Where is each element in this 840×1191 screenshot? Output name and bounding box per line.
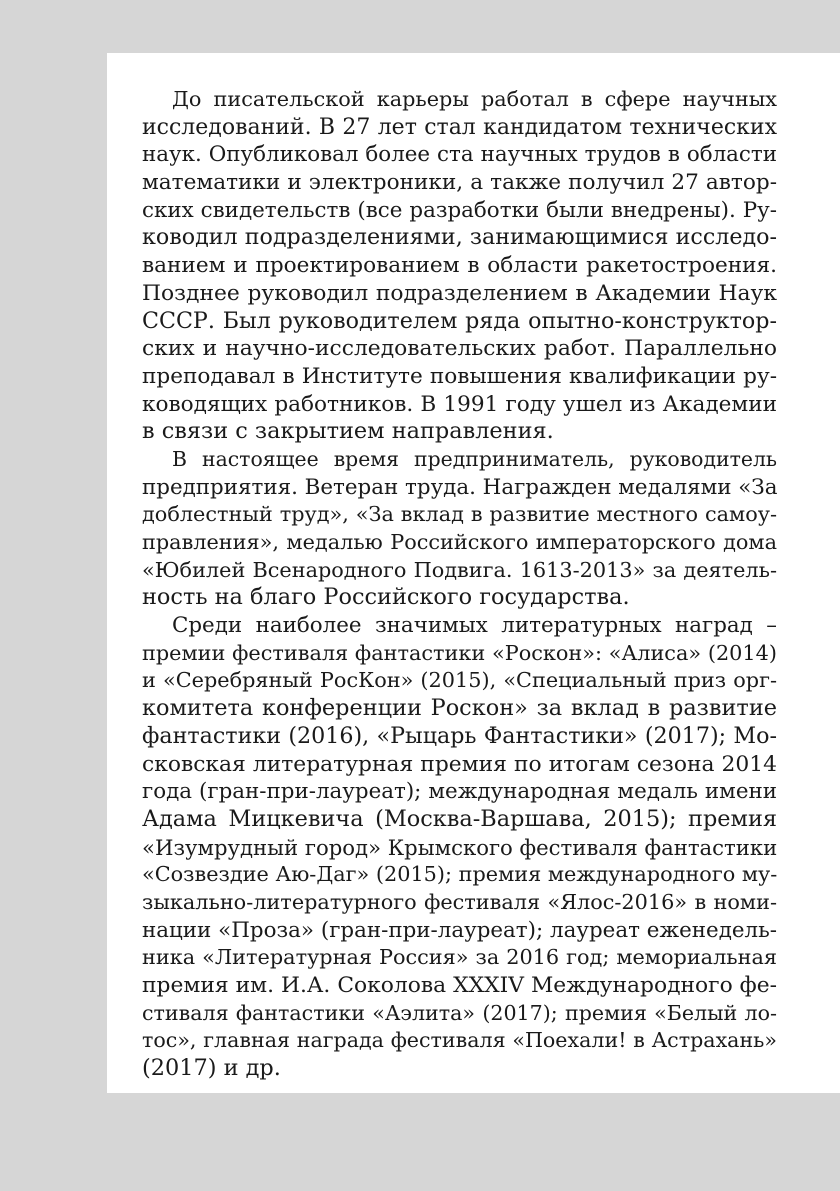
text-line: СССР. Был руководителем ряда опытно-конструктор-	[142, 307, 777, 334]
paragraph-awards	[142, 612, 777, 1083]
text-line: Среди наиболее значимых литературных наград –	[172, 613, 777, 639]
page	[107, 53, 840, 1093]
text-line: комитета конференции Роскон» за вклад в развитие	[142, 695, 777, 722]
text-line: ванием и проектированием в области ракетостроения.	[142, 253, 777, 279]
text-line: «Юбилей Всенародного Подвига. 1613-2013» за деятель-	[142, 557, 777, 582]
text-line: предприятия. Ветеран труда. Награжден медалями «За	[142, 474, 778, 500]
text-line: доблестный труд», «За вклад в развитие местного самоу-	[142, 502, 777, 527]
text-line: в связи с закрытием направления.	[142, 418, 554, 445]
text-line: Позднее руководил подразделением в Академии Наук	[142, 280, 777, 306]
text-line: правления», медалью Российского императорского дома	[142, 530, 777, 554]
text-line: Адама Мицкевича (Москва-Варшава, 2015); премия	[142, 805, 777, 832]
text-line: исследований. В 27 лет стал кандидатом технических	[142, 114, 777, 140]
text-block	[142, 86, 777, 1083]
text-line: стиваля фантастики «Аэлита» (2017); премия «Белый ло-	[142, 1000, 777, 1025]
text-line: До писательской карьеры работал в сфере научных	[172, 87, 777, 111]
text-line: наук. Опубликовал более ста научных трудов в области	[142, 142, 777, 168]
text-line: В настоящее время предприниматель, руководитель	[172, 446, 777, 471]
text-line: фантастики (2016), «Рыцарь Фантастики» (2017); Мо-	[142, 722, 777, 749]
text-line: ника «Литературная Россия» за 2016 год; мемориальная	[142, 945, 777, 970]
text-line: года (гран-при-лауреат); международная медаль имени	[142, 779, 777, 805]
text-line: тос», главная награда фестиваля «Поехали! в Астрахань»	[142, 1028, 777, 1053]
text-line: (2017) и др.	[142, 1055, 281, 1082]
text-line: ководящих работников. В 1991 году ушел из Академии	[142, 391, 777, 417]
text-line: ководил подразделениями, занимающимися исследо-	[142, 224, 777, 251]
text-line: «Созвездие Аю-Даг» (2015); премия международного му-	[142, 862, 778, 887]
text-line: математики и электроники, а также получил 27 автор-	[142, 170, 777, 196]
text-line: преподавал в Институте повышения квалификации ру-	[142, 363, 777, 389]
paragraph-present	[142, 446, 777, 612]
text-line: ность на благо Российского государства.	[142, 584, 630, 611]
text-line: и «Серебряный РосКон» (2015), «Специальный приз орг-	[142, 668, 777, 693]
text-line: ских свидетельств (все разработки были внедрены). Ру-	[142, 197, 777, 223]
text-line: премии фестиваля фантастики «Роскон»: «Алиса» (2014)	[142, 640, 777, 665]
text-line: сковская литературная премия по итогам сезона 2014	[142, 751, 777, 777]
text-line: премия им. И.А. Соколова XXXIV Международного фе-	[142, 973, 777, 998]
text-line: нации «Проза» (гран-при-лауреат); лауреат еженедель-	[142, 917, 777, 943]
text-line: ских и научно-исследовательских работ. Параллельно	[142, 336, 777, 362]
paragraph-career	[142, 86, 777, 446]
text-line: зыкально-литературного фестиваля «Ялос-2016» в номи-	[142, 889, 777, 914]
text-line: «Изумрудный город» Крымского фестиваля фантастики	[142, 834, 778, 860]
